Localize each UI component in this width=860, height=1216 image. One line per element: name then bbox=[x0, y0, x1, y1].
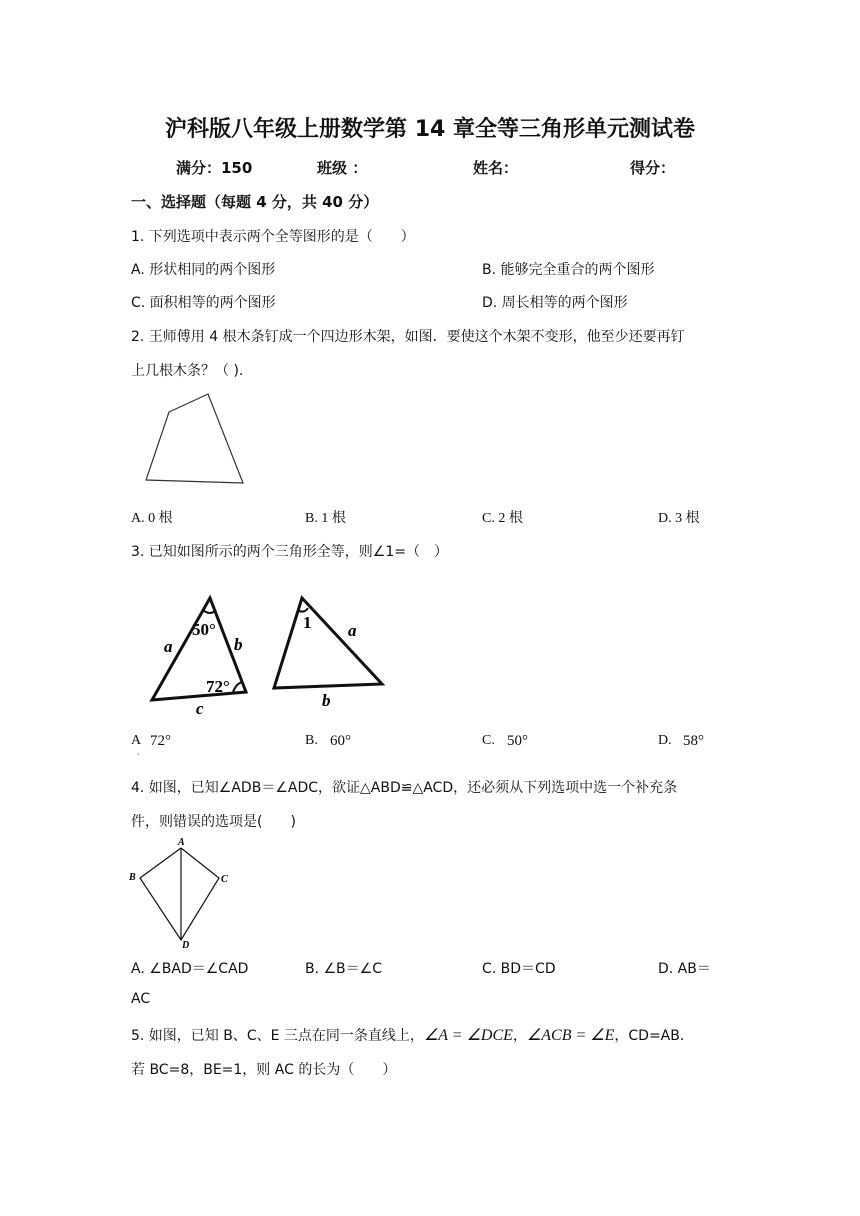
q4-option-b: B. ∠B＝∠C bbox=[305, 961, 382, 977]
q2-option-d: D. 3 根 bbox=[658, 511, 700, 526]
q5-stem-line2: 若 BC=8，BE=1，则 AC 的长为（ ） bbox=[131, 1062, 397, 1078]
point-d-label: D bbox=[182, 940, 190, 951]
q3-option-a-dot: · bbox=[137, 750, 140, 759]
angle-1-label: 1 bbox=[303, 613, 312, 632]
q3-option-d-value: 58° bbox=[683, 733, 704, 749]
triangle-left bbox=[152, 598, 246, 717]
q1-option-c: C. 面积相等的两个图形 bbox=[131, 295, 276, 311]
q3-option-a-value: 72° bbox=[150, 733, 171, 749]
q5-stem-pre: 5. 如图，已知 B、C、E 三点在同一条直线上， bbox=[131, 1028, 424, 1044]
section-heading: 一、选择题（每题 4 分，共 40 分） bbox=[131, 193, 379, 211]
q5-separator: ， bbox=[512, 1028, 527, 1044]
class-label: 班级 ： bbox=[317, 159, 368, 177]
q3-stem: 3. 已知如图所示的两个三角形全等，则∠1=（ ） bbox=[131, 544, 448, 560]
q3-option-c-value: 50° bbox=[507, 733, 528, 749]
q3-option-b-value: 60° bbox=[330, 733, 351, 749]
q1-stem: 1. 下列选项中表示两个全等图形的是（ ） bbox=[131, 229, 415, 245]
triangle-right bbox=[274, 598, 382, 710]
q3-option-a-label: A bbox=[131, 733, 142, 748]
q1-option-d: D. 周长相等的两个图形 bbox=[482, 295, 628, 311]
q2-quadrilateral-figure bbox=[140, 390, 250, 490]
point-a-label: A bbox=[178, 837, 185, 848]
q5-condition-1: ∠A = ∠DCE bbox=[423, 1027, 513, 1044]
q2-option-a: A. 0 根 bbox=[131, 511, 173, 526]
q2-stem-line1: 2. 王师傅用 4 根木条钉成一个四边形木架，如图．要使这个木架不变形，他至少还要再钉 bbox=[131, 329, 685, 345]
q2-stem-line2: 上几根木条？（ ). bbox=[131, 363, 244, 379]
q5-condition-2: ∠ACB = ∠E bbox=[526, 1027, 615, 1044]
q4-option-d: D. AB＝ bbox=[658, 961, 711, 977]
full-score-label: 满分：150 bbox=[176, 159, 253, 177]
q4-kite-figure bbox=[124, 834, 234, 952]
q2-option-c: C. 2 根 bbox=[482, 511, 523, 526]
q4-option-c: C. BD＝CD bbox=[482, 961, 556, 977]
q3-triangles-figure bbox=[140, 592, 400, 717]
name-label: 姓名： bbox=[473, 159, 519, 177]
side-b-label-left: b bbox=[234, 635, 243, 654]
side-a-label-right: a bbox=[348, 621, 357, 640]
q4-option-d-cont: AC bbox=[131, 991, 151, 1007]
q5-stem-line1 bbox=[131, 1025, 684, 1045]
side-a-label-left: a bbox=[164, 637, 173, 656]
point-c-label: C bbox=[221, 874, 228, 885]
quadrilateral-shape bbox=[146, 394, 243, 483]
q4-stem-line2: 件，则错误的选项是( ) bbox=[131, 814, 296, 830]
score-label: 得分： bbox=[630, 159, 676, 177]
q3-option-b-label: B. bbox=[305, 733, 318, 748]
q4-option-a: A. ∠BAD＝∠CAD bbox=[131, 961, 249, 977]
q3-option-d-label: D. bbox=[658, 733, 672, 748]
q1-option-a: A. 形状相同的两个图形 bbox=[131, 262, 276, 278]
angle-72-label: 72° bbox=[206, 677, 230, 696]
point-b-label: B bbox=[129, 872, 136, 883]
q2-option-b: B. 1 根 bbox=[305, 511, 346, 526]
q3-option-c-label: C. bbox=[482, 733, 495, 748]
angle-50-label: 50° bbox=[192, 620, 216, 639]
q5-stem-post: ，CD=AB. bbox=[614, 1028, 685, 1044]
side-c-label-left: c bbox=[196, 699, 204, 717]
side-b-label-right: b bbox=[322, 691, 331, 710]
q1-option-b: B. 能够完全重合的两个图形 bbox=[482, 262, 655, 278]
page-title: 沪科版八年级上册数学第 14 章全等三角形单元测试卷 bbox=[165, 117, 695, 142]
q4-stem-line1: 4. 如图，已知∠ADB＝∠ADC，欲证△ABD≌△ACD，还必须从下列选项中选一个补充条 bbox=[131, 780, 678, 796]
